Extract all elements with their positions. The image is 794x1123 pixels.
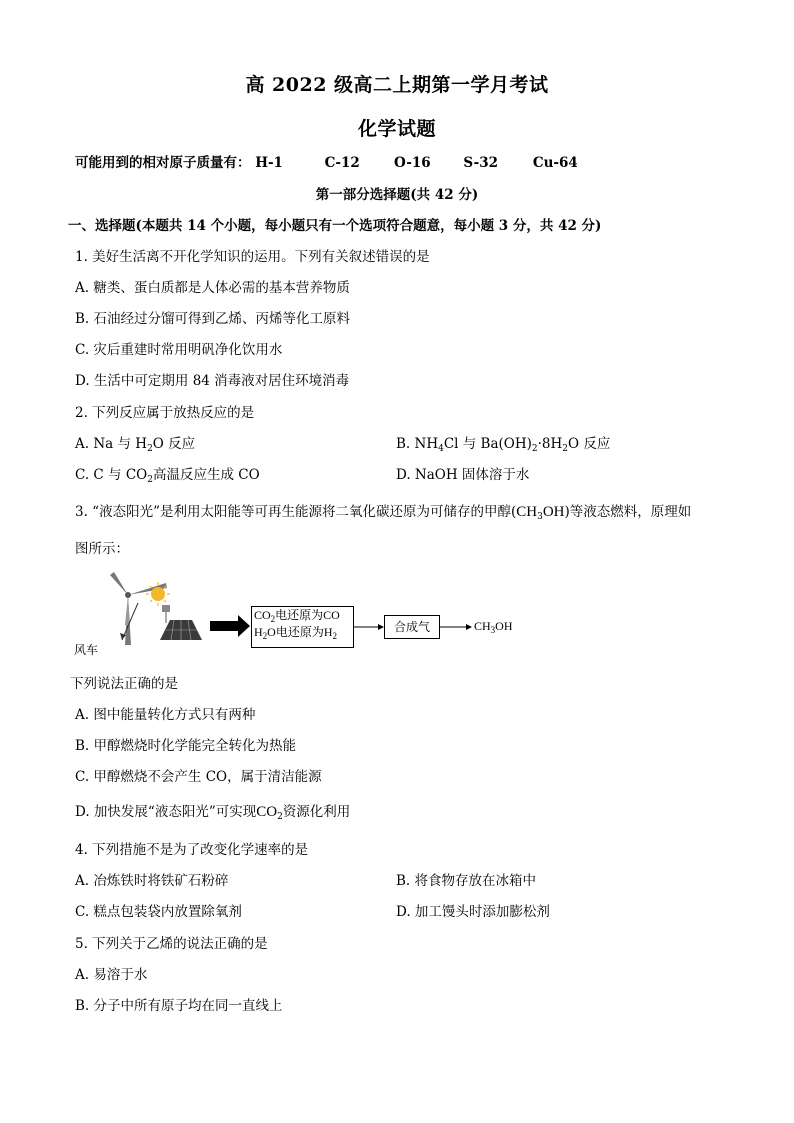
atomic-mass-cu: Cu-64 <box>532 155 578 171</box>
q4-option-c: C. 糕点包装袋内放置除氧剂 <box>75 904 242 920</box>
exam-title: 高 2022 级高二上期第一学月考试 <box>245 74 549 96</box>
q5-stem: 5. 下列关于乙烯的说法正确的是 <box>75 936 268 952</box>
solar-panel-icon <box>160 605 202 640</box>
q3-option-a: A. 图中能量转化方式只有两种 <box>75 707 256 723</box>
q5-option-b: B. 分子中所有原子均在同一直线上 <box>75 998 283 1014</box>
q2-stem: 2. 下列反应属于放热反应的是 <box>75 405 255 421</box>
reduction-box-line1: $CO_2$电还原为CO <box>254 608 340 624</box>
atomic-mass-o: O-16 <box>394 155 431 171</box>
q3-stem-line2: 图所示： <box>75 541 129 557</box>
q2-option-c: C. C 与 $CO_2$高温反应生成 CO <box>75 467 260 485</box>
q3-option-c: C. 甲醇燃烧不会产生 CO，属于清洁能源 <box>75 769 322 785</box>
q4-option-a: A. 冶炼铁时将铁矿石粉碎 <box>75 873 229 889</box>
q4-option-d: D. 加工馒头时添加膨松剂 <box>396 904 550 920</box>
q2-option-a: A. Na 与 $H_2O$ 反应 <box>75 436 196 454</box>
atomic-mass-line <box>75 151 578 171</box>
q4-stem: 4. 下列措施不是为了改变化学速率的是 <box>75 842 309 858</box>
liquid-sunshine-diagram <box>70 565 530 660</box>
q2-option-b: B. $NH_4Cl$ 与 $Ba(OH)_2\cdot 8H_2O$ 反应 <box>396 436 611 454</box>
atomic-mass-c: C-12 <box>324 155 360 171</box>
section1-heading: 一、选择题(本题共 14 个小题，每小题只有一个选项符合题意，每小题 3 分，共 42 分) <box>68 218 602 234</box>
q2-option-d: D. NaOH 固体溶于水 <box>396 467 530 483</box>
reduction-box <box>251 606 354 648</box>
big-arrow-icon <box>210 615 250 637</box>
methanol-product: $CH_3OH$ <box>474 619 513 635</box>
q3-question: 下列说法正确的是 <box>70 676 178 692</box>
q1-stem: 1. 美好生活离不开化学知识的运用。下列有关叙述错误的是 <box>75 249 430 265</box>
q3-option-b: B. 甲醇燃烧时化学能完全转化为热能 <box>75 738 297 754</box>
atomic-mass-s: S-32 <box>463 155 499 171</box>
q4-option-b: B. 将食物存放在冰箱中 <box>396 873 537 889</box>
q3-stem: 3. “液态阳光”是利用太阳能等可再生能源将二氧化碳还原为可储存的甲醇$(CH_3OH)$等液态燃料，原理如 <box>75 504 692 522</box>
atomic-mass-label: 可能用到的相对原子质量有： <box>75 155 251 171</box>
reduction-box-line2: $H_2O$电还原为$H_2$ <box>254 625 338 641</box>
q1-option-b: B. 石油经过分馏可得到乙烯、丙烯等化工原料 <box>75 311 351 327</box>
q1-option-a: A. 糖类、蛋白质都是人体必需的基本营养物质 <box>75 280 350 296</box>
atomic-mass-h: H-1 <box>255 155 283 171</box>
q5-option-a: A. 易溶于水 <box>75 967 148 983</box>
q1-option-d: D. 生活中可定期用 84 消毒液对居住环境消毒 <box>75 373 350 389</box>
syngas-box: 合成气 <box>384 615 440 639</box>
exam-subtitle: 化学试题 <box>357 118 436 140</box>
q3-option-d: D. 加快发展“液态阳光”可实现$CO_2$资源化利用 <box>75 804 351 822</box>
part1-heading: 第一部分选择题(共 42 分) <box>315 187 479 203</box>
windmill-label: 风车 <box>74 643 99 657</box>
q1-option-c: C. 灾后重建时常用明矾净化饮用水 <box>75 342 283 358</box>
